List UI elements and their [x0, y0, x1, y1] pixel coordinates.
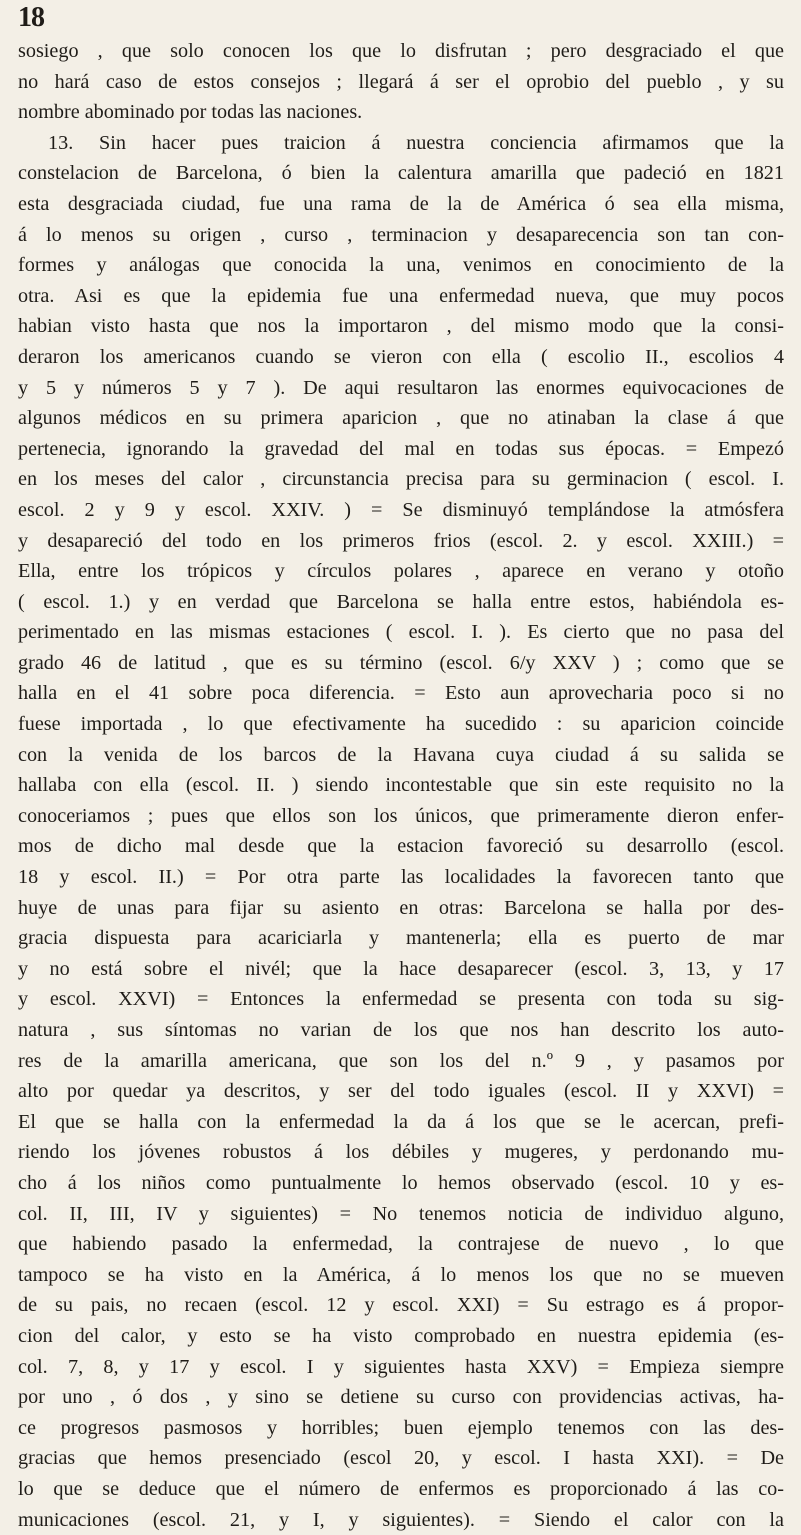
text-line: municaciones (escol. 21, y I, y siguientes). = Siendo el calor con la [18, 1505, 784, 1535]
text-line: hallaba con ella (escol. II. ) siendo incontestable que sin este requisito no la [18, 770, 784, 801]
text-line: deraron los americanos cuando se vieron con ella ( escolio II., escolios 4 [18, 342, 784, 373]
text-line: en los meses del calor , circunstancia precisa para su germinacion ( escol. I. [18, 464, 784, 495]
text-line: fuese importada , lo que efectivamente ha sucedido : su aparicion coincide [18, 709, 784, 740]
text-line: formes y análogas que conocida la una, venimos en conocimiento de la [18, 250, 784, 281]
text-line: nombre abominado por todas las naciones. [18, 97, 784, 128]
text-line: ( escol. 1.) y en verdad que Barcelona se halla entre estos, habiéndola es- [18, 587, 784, 618]
body-text [18, 36, 784, 1535]
text-line: halla en el 41 sobre poca diferencia. = Esto aun aprovecharia poco si no [18, 678, 784, 709]
text-line: gracia dispuesta para acariciarla y mantenerla; ella es puerto de mar [18, 923, 784, 954]
text-line: y 5 y números 5 y 7 ). De aqui resultaron las enormes equivocaciones de [18, 373, 784, 404]
text-line: lo que se deduce que el número de enfermos es proporcionado á las co- [18, 1474, 784, 1505]
text-line: 18 y escol. II.) = Por otra parte las localidades la favorecen tanto que [18, 862, 784, 893]
text-line: de su pais, no recaen (escol. 12 y escol. XXI) = Su estrago es á propor- [18, 1290, 784, 1321]
text-line: mos de dicho mal desde que la estacion favoreció su desarrollo (escol. [18, 831, 784, 862]
text-line: tampoco se ha visto en la América, á lo menos los que no se mueven [18, 1260, 784, 1291]
text-line: gracias que hemos presenciado (escol 20, y escol. I hasta XXI). = De [18, 1443, 784, 1474]
page-number: 18 [18, 2, 44, 34]
text-line: cion del calor, y esto se ha visto comprobado en nuestra epidemia (es- [18, 1321, 784, 1352]
text-line: con la venida de los barcos de la Havana cuya ciudad á su salida se [18, 740, 784, 771]
text-line: El que se halla con la enfermedad la da á los que se le acercan, prefi- [18, 1107, 784, 1138]
text-line: conoceriamos ; pues que ellos son los únicos, que primeramente dieron enfer- [18, 801, 784, 832]
text-line: natura , sus síntomas no varian de los que nos han descrito los auto- [18, 1015, 784, 1046]
text-line: huye de unas para fijar su asiento en otras: Barcelona se halla por des- [18, 893, 784, 924]
text-line: constelacion de Barcelona, ó bien la calentura amarilla que padeció en 1821 [18, 158, 784, 189]
text-line: y desapareció del todo en los primeros frios (escol. 2. y escol. XXIII.) = [18, 526, 784, 557]
text-line: otra. Asi es que la epidemia fue una enfermedad nueva, que muy pocos [18, 281, 784, 312]
text-line: y escol. XXVI) = Entonces la enfermedad se presenta con toda su sig- [18, 984, 784, 1015]
text-line: cho á los niños como puntualmente lo hemos observado (escol. 10 y es- [18, 1168, 784, 1199]
text-line: riendo los jóvenes robustos á los débiles y mugeres, y perdonando mu- [18, 1137, 784, 1168]
text-line: no hará caso de estos consejos ; llegará á ser el oprobio del pueblo , y su [18, 67, 784, 98]
text-line: ce progresos pasmosos y horribles; buen ejemplo tenemos con las des- [18, 1413, 784, 1444]
text-line: Ella, entre los trópicos y círculos polares , aparece en verano y otoño [18, 556, 784, 587]
text-line: col. II, III, IV y siguientes) = No tenemos noticia de individuo alguno, [18, 1199, 784, 1230]
text-line: pertenecia, ignorando la gravedad del mal en todas sus épocas. = Empezó [18, 434, 784, 465]
text-line: alto por quedar ya descritos, y ser del todo iguales (escol. II y XXVI) = [18, 1076, 784, 1107]
text-line: á lo menos su origen , curso , terminacion y desaparecencia son tan con- [18, 220, 784, 251]
text-line: y no está sobre el nivél; que la hace desaparecer (escol. 3, 13, y 17 [18, 954, 784, 985]
text-line: escol. 2 y 9 y escol. XXIV. ) = Se disminuyó templándose la atmósfera [18, 495, 784, 526]
text-line: algunos médicos en su primera aparicion , que no atinaban la clase á que [18, 403, 784, 434]
text-line: perimentado en las mismas estaciones ( escol. I. ). Es cierto que no pasa del [18, 617, 784, 648]
text-line: grado 46 de latitud , que es su término (escol. 6/y XXV ) ; como que se [18, 648, 784, 679]
text-line: esta desgraciada ciudad, fue una rama de la de América ó sea ella misma, [18, 189, 784, 220]
text-line: habian visto hasta que nos la importaron , del mismo modo que la consi- [18, 311, 784, 342]
text-line: sosiego , que solo conocen los que lo disfrutan ; pero desgraciado el que [18, 36, 784, 67]
text-line: 13. Sin hacer pues traicion á nuestra conciencia afirmamos que la [18, 128, 784, 159]
text-line: col. 7, 8, y 17 y escol. I y siguientes hasta XXV) = Empieza siempre [18, 1352, 784, 1383]
text-line: res de la amarilla americana, que son los del n.º 9 , y pasamos por [18, 1046, 784, 1077]
text-line: que habiendo pasado la enfermedad, la contrajese de nuevo , lo que [18, 1229, 784, 1260]
text-line: por uno , ó dos , y sino se detiene su curso con providencias activas, ha- [18, 1382, 784, 1413]
